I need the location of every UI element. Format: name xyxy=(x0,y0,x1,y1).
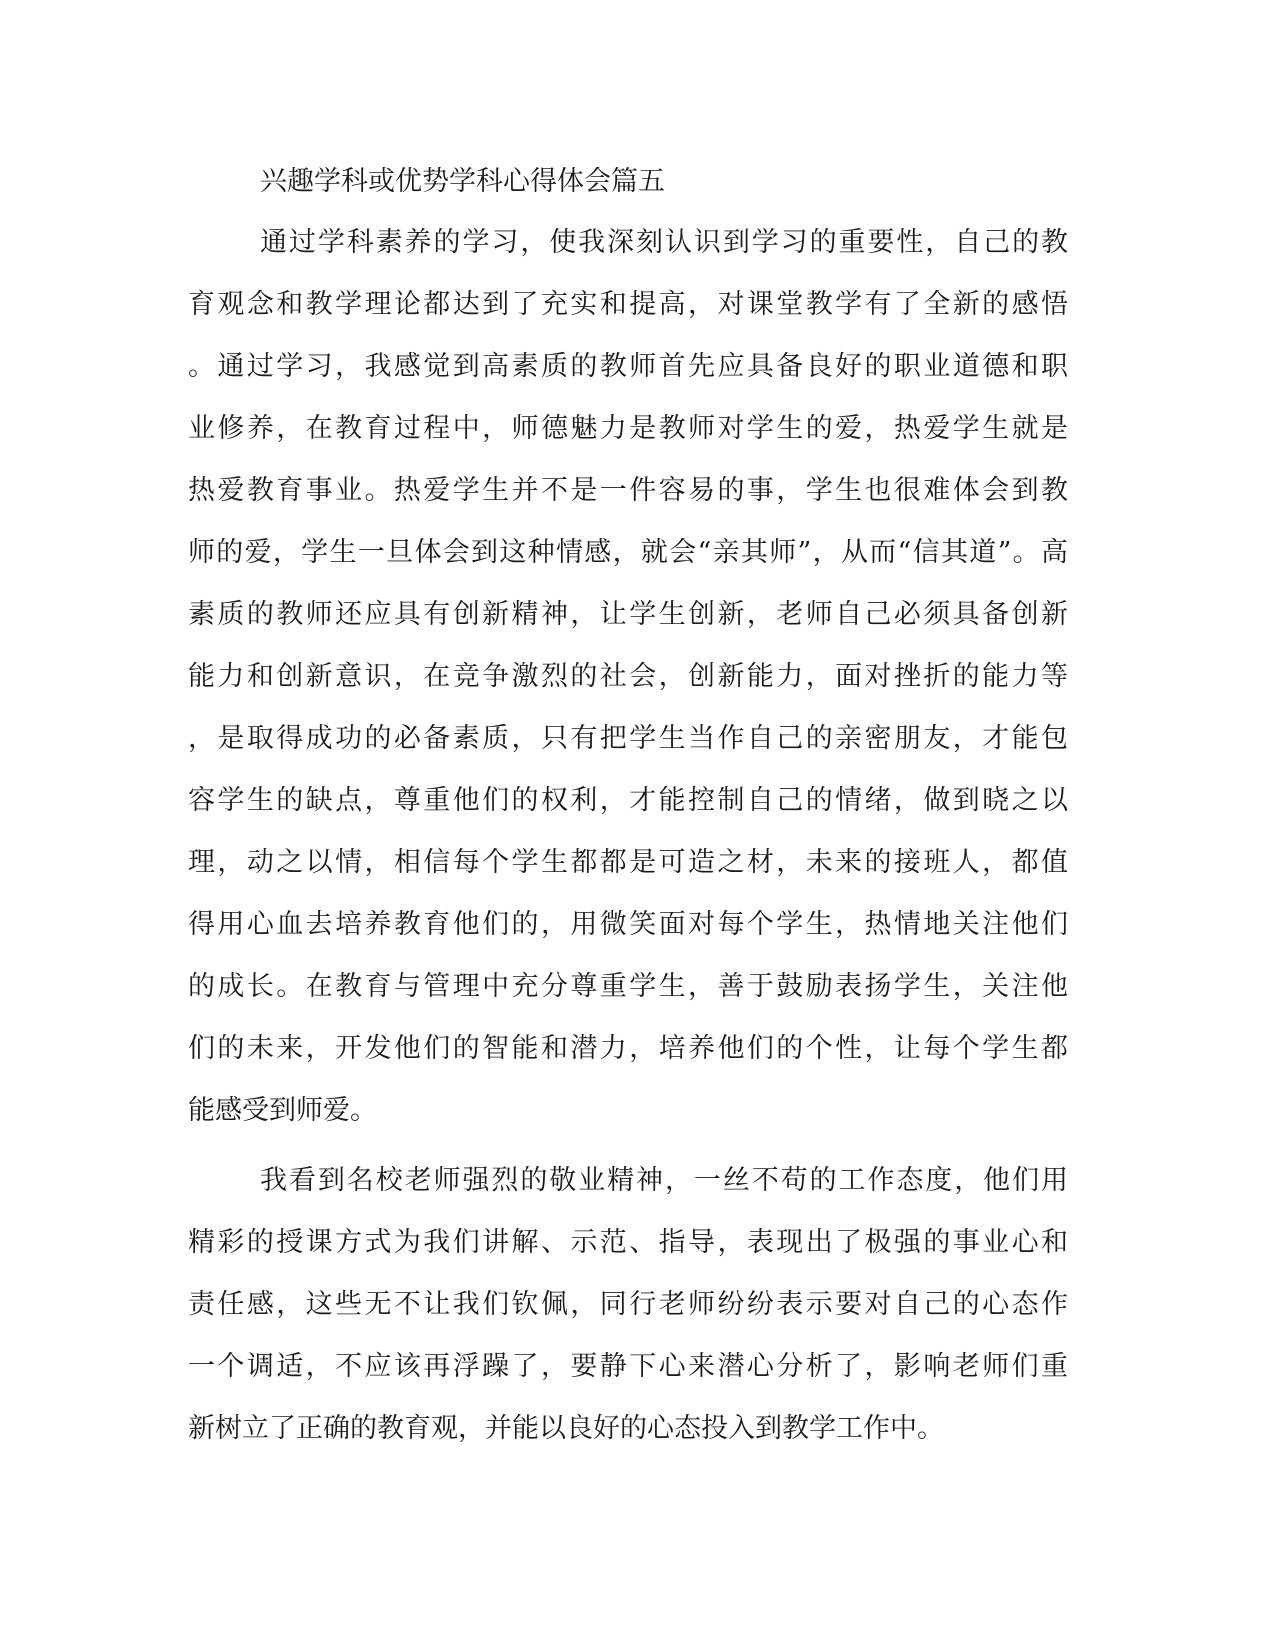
paragraph-2 xyxy=(188,1150,1068,1460)
paragraph-line: 师的爱，学生一旦体会到这种情感，就会“亲其师”，从而“信其道”。高 xyxy=(188,537,1068,568)
paragraph-line: 容学生的缺点，尊重他们的权利，才能控制自己的情绪，做到晓之以 xyxy=(188,785,1068,816)
paragraph-line: 新树立了正确的教育观，并能以良好的心态投入到教学工作中。 xyxy=(188,1413,944,1444)
paragraph-line: 热爱教育事业。热爱学生并不是一件容易的事，学生也很难体会到教 xyxy=(188,475,1068,506)
paragraph-line: 责任感，这些无不让我们钦佩，同行老师纷纷表示要对自己的心态作 xyxy=(188,1289,1068,1320)
paragraph-line: 理，动之以情，相信每个学生都都是可造之材，未来的接班人，都值 xyxy=(188,847,1068,878)
document-body xyxy=(188,160,1068,1460)
paragraph-line: 得用心血去培养教育他们的，用微笑面对每个学生，热情地关注他们 xyxy=(188,909,1068,940)
paragraph-line: 我看到名校老师强烈的敬业精神，一丝不苟的工作态度，他们用 xyxy=(260,1165,1068,1196)
paragraph-line: 通过学科素养的学习，使我深刻认识到学习的重要性，自己的教 xyxy=(260,227,1068,258)
document-title: 兴趣学科或优势学科心得体会篇五 xyxy=(260,166,665,197)
paragraph-line: 素质的教师还应具有创新精神，让学生创新，老师自己必须具备创新 xyxy=(188,599,1068,630)
paragraph-line: 能力和创新意识，在竞争激烈的社会，创新能力，面对挫折的能力等 xyxy=(188,661,1068,692)
paragraph-line: 的成长。在教育与管理中充分尊重学生，善于鼓励表扬学生，关注他 xyxy=(188,971,1068,1002)
paragraph-line: 育观念和教学理论都达到了充实和提高，对课堂教学有了全新的感悟 xyxy=(188,289,1068,320)
paragraph-line: 精彩的授课方式为我们讲解、示范、指导，表现出了极强的事业心和 xyxy=(188,1227,1068,1258)
paragraph-line: 业修养，在教育过程中，师德魅力是教师对学生的爱，热爱学生就是 xyxy=(188,413,1068,444)
paragraph-1 xyxy=(188,212,1068,1142)
paragraph-line: ，是取得成功的必备素质，只有把学生当作自己的亲密朋友，才能包 xyxy=(188,723,1068,754)
paragraph-line: 能感受到师爱。 xyxy=(188,1095,377,1126)
paragraph-line: 一个调适，不应该再浮躁了，要静下心来潜心分析了，影响老师们重 xyxy=(188,1351,1068,1382)
paragraph-line: 。通过学习，我感觉到高素质的教师首先应具备良好的职业道德和职 xyxy=(188,351,1068,382)
paragraph-line: 们的未来，开发他们的智能和潜力，培养他们的个性，让每个学生都 xyxy=(188,1033,1068,1064)
